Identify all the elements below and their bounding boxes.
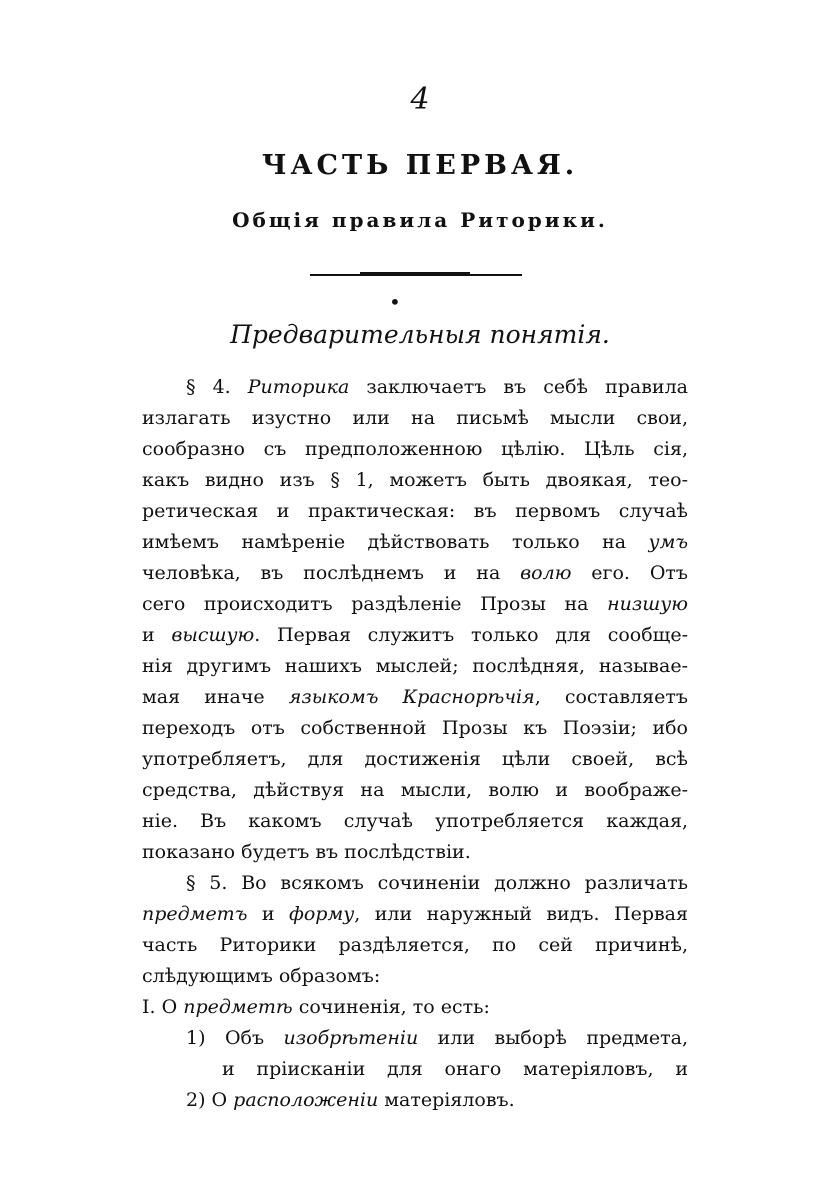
paragraph-line: слѣдующимъ образомъ: [142,965,381,987]
list-item: 2) О расположеніи матеріяловъ. [186,1089,515,1111]
paragraph-line: какъ видно изъ § 1, можетъ быть двоякая, тео- [142,469,688,491]
paragraph-line: средства, дѣйствуя на мысли, волю и воображе- [142,779,688,801]
paragraph-line: ретическая и практическая: въ первомъ случаѣ [142,500,688,522]
paragraph-line: § 5. Во всякомъ сочиненіи должно различать [186,872,688,894]
paragraph-line: сего происходитъ раздѣленіе Прозы на низшую [142,593,688,615]
list-item: и пріисканіи для онаго матеріяловъ, и [222,1058,688,1080]
paragraph-line: имѣемъ намѣреніе дѣйствовать только на умъ [142,531,688,553]
paragraph-line: ніе. Въ какомъ случаѣ употребляется каждая, [142,810,688,832]
paragraph-line: мая иначе языкомъ Краснорѣчія, составляетъ [142,686,688,708]
part-title: ЧАСТЬ ПЕРВАЯ. [261,150,579,181]
paragraph-line: человѣка, въ послѣднемъ и на волю его. Отъ [142,562,688,584]
text-body [142,372,688,1116]
paragraph-line: нія другимъ нашихъ мыслей; послѣдняя, называе- [142,655,688,677]
list-item: 1) Объ изобрѣтеніи или выборѣ предмета, [186,1027,688,1049]
paragraph-line: § 4. Риторика заключаетъ въ себѣ правила [186,376,688,398]
paragraph-line: переходъ отъ собственной Прозы къ Поэзіи; ибо [142,717,688,739]
part-subtitle: Общія правила Риторики. [232,208,608,232]
paragraph-line: часть Риторики раздѣляется, по сей причинѣ, [142,934,688,956]
list-item: I. О предметѣ сочиненія, то есть: [142,996,490,1018]
page-number: 4 [410,82,430,117]
paragraph-line: употребляетъ, для достиженія цѣли своей, всѣ [142,748,688,770]
paragraph-line: излагать изустно или на письмѣ мысли свои, [142,407,688,429]
paragraph-line: сообразно съ предположенною цѣлію. Цѣль сія, [142,438,688,460]
paragraph-line: показано будетъ въ послѣдствіи. [142,841,471,863]
paragraph-line: и высшую. Первая служитъ только для сообще- [142,624,689,646]
divider-dot: • [389,290,401,314]
divider-rule-thick [360,272,470,276]
section-title: Предварительныя понятія. [230,320,610,349]
paragraph-line: предметъ и форму, или наружный видъ. Первая [142,903,688,925]
